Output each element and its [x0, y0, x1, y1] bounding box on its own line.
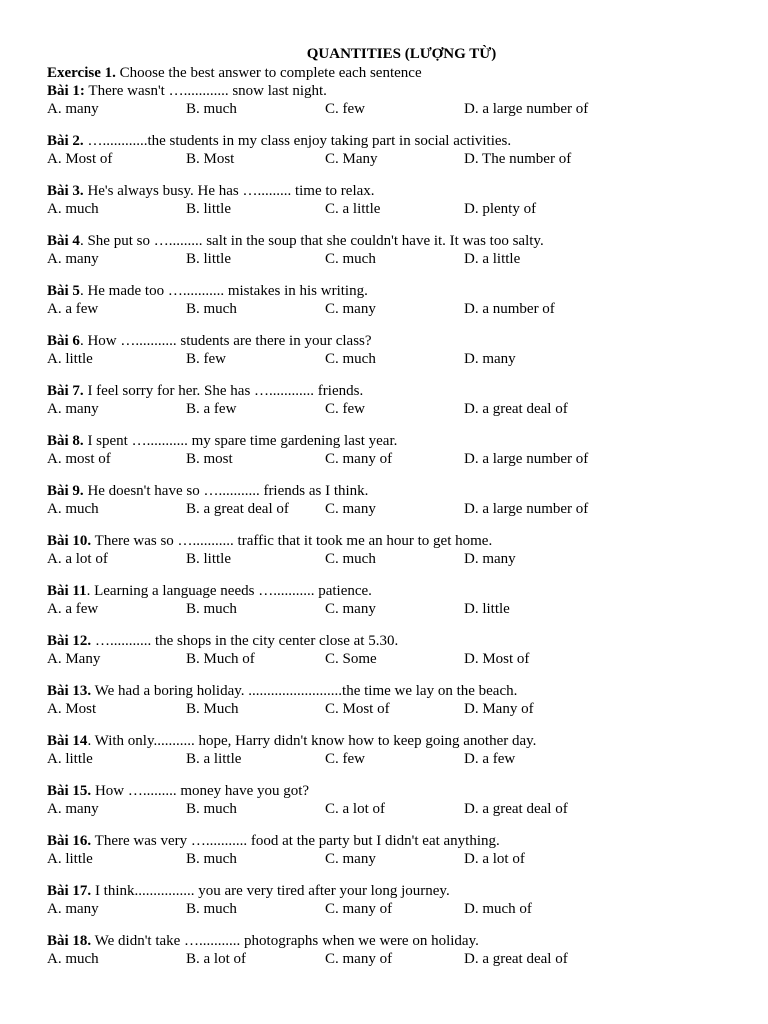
option-d: D. much of	[464, 901, 532, 917]
answer-options	[47, 300, 728, 318]
question-item	[47, 182, 728, 218]
option-c: C. a little	[325, 201, 381, 217]
question-number: Bài 15.	[47, 783, 92, 799]
option-a: A. much	[47, 201, 99, 217]
exercise-heading	[47, 64, 728, 82]
option-d: D. a great deal of	[464, 401, 568, 417]
question-text	[47, 632, 728, 650]
answer-options	[47, 550, 728, 568]
question-text	[47, 682, 728, 700]
question-number: Bài 18.	[47, 933, 92, 949]
question-stem: We didn't take …........... photographs when we were on holiday.	[91, 933, 479, 949]
option-d: D. The number of	[464, 151, 572, 167]
question-text	[47, 582, 728, 600]
question-number: Bài 9.	[47, 483, 84, 499]
question-number: Bài 11	[47, 583, 87, 599]
option-b: B. Much	[186, 701, 239, 717]
question-text	[47, 732, 728, 750]
option-c: C. few	[325, 751, 365, 767]
question-list	[47, 82, 728, 968]
option-d: D. a great deal of	[464, 801, 568, 817]
question-stem: . With only........... hope, Harry didn't know how to keep going another day.	[87, 733, 537, 749]
answer-options	[47, 400, 728, 418]
question-text	[47, 132, 728, 150]
question-stem: He doesn't have so …........... friends as I think.	[83, 483, 369, 499]
question-number: Bài 16.	[47, 833, 92, 849]
option-d: D. Many of	[464, 701, 534, 717]
question-stem: We had a boring holiday. .........................the time we lay on the beach.	[91, 683, 518, 699]
question-item	[47, 582, 728, 618]
question-number: Bài 6	[47, 333, 80, 349]
option-b: B. little	[186, 551, 231, 567]
question-stem: . How …........... students are there in your class?	[79, 333, 372, 349]
question-number: Bài 7.	[47, 383, 84, 399]
answer-options	[47, 500, 728, 518]
question-item	[47, 382, 728, 418]
question-item	[47, 632, 728, 668]
option-c: C. many	[325, 601, 376, 617]
answer-options	[47, 750, 728, 768]
option-d: D. Most of	[464, 651, 530, 667]
question-number: Bài 2.	[47, 133, 84, 149]
question-number: Bài 5	[47, 283, 80, 299]
question-stem: . She put so …......... salt in the soup that she couldn't have it. It was too salty.	[79, 233, 544, 249]
answer-options	[47, 850, 728, 868]
question-text	[47, 282, 728, 300]
option-a: A. little	[47, 351, 93, 367]
question-text	[47, 782, 728, 800]
option-c: C. many of	[325, 451, 393, 467]
option-a: A. many	[47, 801, 99, 817]
question-number: Bài 13.	[47, 683, 92, 699]
option-c: C. many	[325, 301, 376, 317]
answer-options	[47, 200, 728, 218]
option-a: A. little	[47, 851, 93, 867]
question-number: Bài 12.	[47, 633, 92, 649]
page-title: QUANTITIES (LƯỢNG TỪ)	[306, 46, 497, 62]
option-c: C. few	[325, 401, 365, 417]
option-b: B. Most	[186, 151, 235, 167]
question-stem: . Learning a language needs …........... patience.	[86, 583, 372, 599]
option-d: D. a great deal of	[464, 951, 568, 967]
question-stem: …........... the shops in the city center close at 5.30.	[91, 633, 399, 649]
option-d: D. a large number of	[464, 451, 589, 467]
option-b: B. much	[186, 601, 237, 617]
question-item	[47, 932, 728, 968]
option-c: C. Some	[325, 651, 377, 667]
question-item	[47, 682, 728, 718]
question-item	[47, 882, 728, 918]
question-item	[47, 232, 728, 268]
option-c: C. much	[325, 351, 376, 367]
question-stem: I feel sorry for her. She has …............ friends.	[83, 383, 364, 399]
option-a: A. many	[47, 251, 99, 267]
option-b: B. much	[186, 101, 237, 117]
exercise-label: Exercise 1.	[47, 65, 116, 81]
question-item	[47, 282, 728, 318]
option-d: D. a large number of	[464, 101, 589, 117]
option-b: B. much	[186, 801, 237, 817]
option-d: D. a little	[464, 251, 521, 267]
option-d: D. a lot of	[464, 851, 525, 867]
exercise-instruction: Choose the best answer to complete each sentence	[115, 65, 422, 81]
question-text	[47, 232, 728, 250]
option-a: A. many	[47, 101, 99, 117]
answer-options	[47, 800, 728, 818]
option-c: C. much	[325, 251, 376, 267]
option-c: C. many	[325, 851, 376, 867]
option-a: A. most of	[47, 451, 111, 467]
question-number: Bài 1:	[47, 83, 85, 99]
question-stem: There wasn't …............ snow last night.	[84, 83, 327, 99]
option-c: C. many of	[325, 951, 393, 967]
option-b: B. most	[186, 451, 233, 467]
question-text	[47, 932, 728, 950]
option-b: B. a little	[186, 751, 242, 767]
option-b: B. a lot of	[186, 951, 246, 967]
question-number: Bài 10.	[47, 533, 92, 549]
option-c: C. Most of	[325, 701, 390, 717]
option-a: A. Most	[47, 701, 97, 717]
option-d: D. a number of	[464, 301, 555, 317]
answer-options	[47, 950, 728, 968]
option-b: B. much	[186, 851, 237, 867]
option-a: A. little	[47, 751, 93, 767]
option-c: C. much	[325, 551, 376, 567]
answer-options	[47, 250, 728, 268]
question-stem: …............the students in my class enjoy taking part in social activities.	[83, 133, 512, 149]
answer-options	[47, 350, 728, 368]
option-b: B. little	[186, 201, 231, 217]
option-a: A. many	[47, 901, 99, 917]
question-stem: I spent …........... my spare time gardening last year.	[83, 433, 398, 449]
question-item	[47, 132, 728, 168]
question-number: Bài 3.	[47, 183, 84, 199]
question-item	[47, 482, 728, 518]
question-stem: . He made too …........... mistakes in his writing.	[79, 283, 368, 299]
question-item	[47, 432, 728, 468]
question-text	[47, 182, 728, 200]
answer-options	[47, 100, 728, 118]
option-c: C. a lot of	[325, 801, 385, 817]
option-a: A. a few	[47, 301, 99, 317]
question-stem: How …......... money have you got?	[91, 783, 310, 799]
answer-options	[47, 700, 728, 718]
answer-options	[47, 650, 728, 668]
option-d: D. little	[464, 601, 510, 617]
question-item	[47, 732, 728, 768]
question-item	[47, 532, 728, 568]
question-number: Bài 8.	[47, 433, 84, 449]
option-d: D. plenty of	[464, 201, 537, 217]
question-stem: There was so …........... traffic that it took me an hour to get home.	[91, 533, 493, 549]
option-b: B. much	[186, 301, 237, 317]
option-b: B. Much of	[186, 651, 255, 667]
question-number: Bài 14	[47, 733, 88, 749]
question-item	[47, 782, 728, 818]
option-d: D. many	[464, 551, 516, 567]
question-text	[47, 532, 728, 550]
option-a: A. Many	[47, 651, 101, 667]
question-number: Bài 17.	[47, 883, 92, 899]
question-item	[47, 82, 728, 118]
option-a: A. Most of	[47, 151, 113, 167]
option-d: D. a large number of	[464, 501, 589, 517]
question-text	[47, 332, 728, 350]
question-text	[47, 482, 728, 500]
answer-options	[47, 600, 728, 618]
question-text	[47, 82, 728, 100]
option-c: C. many	[325, 501, 376, 517]
question-text	[47, 382, 728, 400]
option-b: B. few	[186, 351, 226, 367]
option-d: D. many	[464, 351, 516, 367]
question-text	[47, 432, 728, 450]
answer-options	[47, 900, 728, 918]
question-text	[47, 832, 728, 850]
option-a: A. many	[47, 401, 99, 417]
option-b: B. a great deal of	[186, 501, 289, 517]
question-stem: He's always busy. He has …......... time to relax.	[83, 183, 375, 199]
option-b: B. much	[186, 901, 237, 917]
option-a: A. a few	[47, 601, 99, 617]
option-a: A. much	[47, 501, 99, 517]
option-c: C. Many	[325, 151, 378, 167]
question-number: Bài 4	[47, 233, 80, 249]
answer-options	[47, 150, 728, 168]
option-b: B. little	[186, 251, 231, 267]
question-stem: There was very …........... food at the party but I didn't eat anything.	[91, 833, 500, 849]
option-c: C. many of	[325, 901, 393, 917]
option-a: A. a lot of	[47, 551, 108, 567]
question-item	[47, 832, 728, 868]
option-d: D. a few	[464, 751, 516, 767]
question-text	[47, 882, 728, 900]
answer-options	[47, 450, 728, 468]
question-item	[47, 332, 728, 368]
option-c: C. few	[325, 101, 365, 117]
option-b: B. a few	[186, 401, 237, 417]
option-a: A. much	[47, 951, 99, 967]
question-stem: I think................ you are very tired after your long journey.	[91, 883, 450, 899]
